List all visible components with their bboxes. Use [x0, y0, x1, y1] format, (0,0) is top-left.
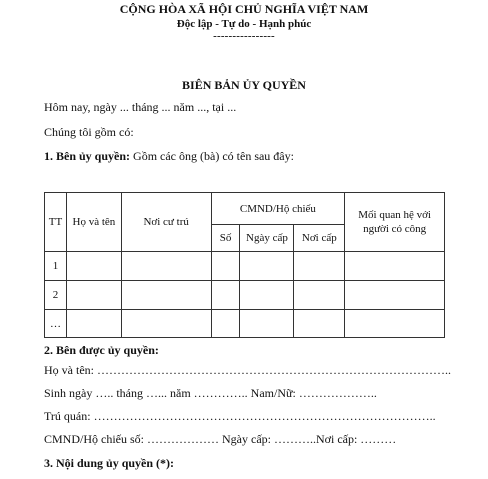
section1-text: Gồm các ông (bà) có tên sau đây: [130, 149, 294, 163]
table-row [45, 252, 445, 281]
header-relation: Mối quan hệ với người có công [345, 193, 445, 252]
section1-line [44, 149, 294, 164]
parties-line: Chúng tôi gồm có: [44, 125, 134, 139]
field-full-name: Họ và tên: …………………………………………………………………………….. [44, 363, 451, 377]
header-residence: Nơi cư trú [121, 193, 211, 252]
row-number: 2 [45, 281, 67, 310]
header-id-date: Ngày cấp [240, 225, 294, 252]
header-id-number: Số [211, 225, 240, 252]
table-row [45, 310, 445, 338]
national-title: CỘNG HÒA XÃ HỘI CHỦ NGHĨA VIỆT NAM [119, 2, 369, 16]
national-motto: Độc lập - Tự do - Hạnh phúc [176, 18, 312, 30]
header-id-group: CMND/Hộ chiếu [211, 193, 345, 225]
header-id-place: Nơi cấp [294, 225, 345, 252]
row-number: 1 [45, 252, 67, 281]
table-row [45, 281, 445, 310]
field-birth-gender: Sinh ngày ….. tháng …... năm ………….. Nam/Nữ: ……………….. [44, 386, 377, 400]
field-id-card: CMND/Hộ chiếu số: ……………… Ngày cấp: ………..Nơi cấp: ……… [44, 432, 397, 446]
document-title: BIÊN BẢN ỦY QUYỀN [182, 78, 306, 92]
header-name: Họ và tên [66, 193, 121, 252]
section3-heading: 3. Nội dung ủy quyền (*): [44, 456, 175, 470]
principal-table [44, 192, 445, 338]
row-number: … [45, 310, 67, 338]
section2-heading: 2. Bên được ủy quyền: [44, 343, 159, 357]
section1-heading: 1. Bên ủy quyền: [44, 149, 131, 163]
date-line: Hôm nay, ngày ... tháng ... năm ..., tại ... [44, 100, 237, 114]
header-tt: TT [45, 193, 67, 252]
field-residence: Trú quán: ………………………………………………………………………….. [44, 409, 436, 423]
motto-rule: ---------------- [213, 30, 275, 42]
